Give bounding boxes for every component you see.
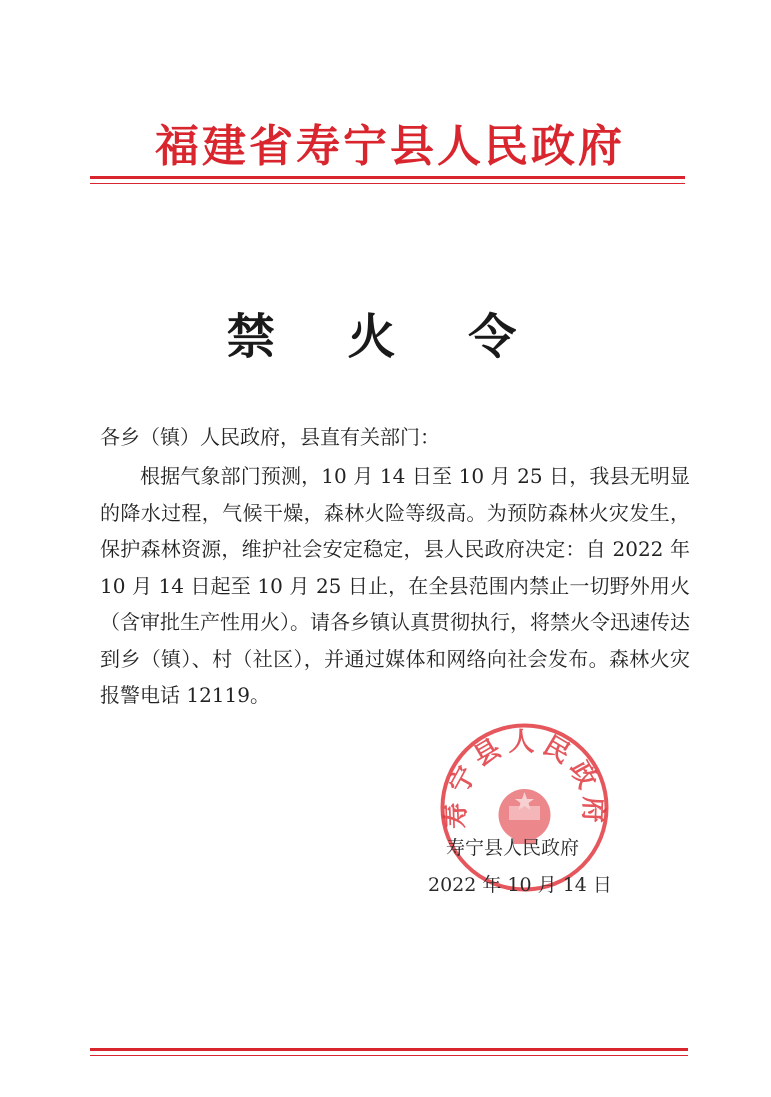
body-paragraph: 根据气象部门预测，10 月 14 日至 10 月 25 日，我县无明显的降水过程，气候干燥，森林火险等级高。为预防森林火灾发生，保护森林资源，维护社会安定稳定，县人民政府决定：自 2022 年 10 月 14 日起至 10 月 25 日止，在全县范围内禁止一切野外用火（含审批生产性用火）。请各乡镇认真贯彻执行，将禁火令迅速传达到乡（镇）、村（社区），并通过媒体和网络向社会发布。森林火灾报警电话 12119。	[100, 464, 690, 707]
svg-text:寿宁县人民政府: 寿宁县人民政府	[440, 727, 609, 830]
issuer-header: 福建省寿宁县人民政府	[155, 121, 625, 172]
header-red-rule-thick	[90, 176, 685, 179]
salutation: 各乡（镇）人民政府，县直有关部门：	[100, 425, 440, 449]
header-red-rule-thin	[90, 183, 685, 184]
signer-name: 寿宁县人民政府	[446, 837, 580, 859]
document-title: 禁 火 令	[226, 309, 545, 365]
official-seal-stamp	[437, 720, 612, 895]
footer-red-rule-thin	[90, 1055, 688, 1056]
issue-date: 2022 年 10 月 14 日	[428, 874, 612, 896]
footer-red-rule-thick	[90, 1048, 688, 1051]
